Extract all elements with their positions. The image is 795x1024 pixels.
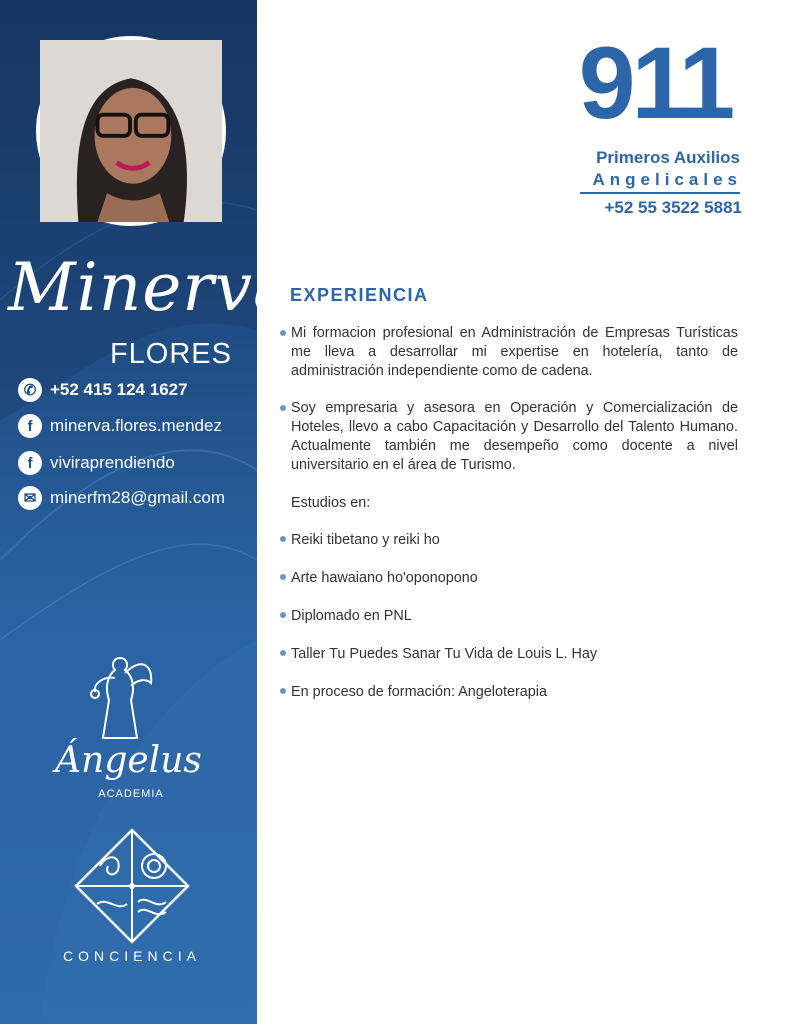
conciencia-text: CONCIENCIA (63, 948, 201, 964)
service-divider (580, 192, 740, 194)
bullet-icon (280, 574, 286, 580)
bullet-icon (280, 650, 286, 656)
contact-phone[interactable] (18, 378, 188, 402)
bullet-icon (280, 330, 286, 336)
service-title: Primeros Auxilios (596, 148, 740, 167)
contact-email[interactable] (18, 486, 225, 510)
study-item-2: Arte hawaiano ho'oponopono (291, 570, 478, 586)
last-name: FLORES (109, 338, 232, 370)
contact-facebook-1-value: minerva.flores.mendez (50, 416, 222, 435)
contact-phone-value: +52 415 124 1627 (50, 380, 188, 399)
service-subtitle: Angelicales (592, 170, 742, 189)
studies-label: Estudios en: (291, 495, 371, 511)
study-item-4: Taller Tu Puedes Sanar Tu Vida de Louis L. Hay (291, 646, 598, 662)
contact-email-value: minerfm28@gmail.com (50, 488, 226, 507)
facebook-icon: f (18, 451, 42, 475)
facebook-icon: f (18, 414, 42, 438)
study-item-5: En proceso de formación: Angeloterapia (291, 684, 547, 700)
bullet-icon (280, 536, 286, 542)
sidebar (0, 0, 294, 1024)
service-phone[interactable]: +52 55 3522 5881 (604, 198, 742, 217)
experience-paragraph-1: Mi formacion profesional en Administración de Empresas Turísticas me lleva a desarrollar mi expertise en hotelería, tanto de administración independiente como de cadena. (291, 325, 738, 379)
study-item-3: Diplomado en PNL (291, 608, 412, 624)
emergency-number: 911 (578, 26, 732, 140)
academy-logo-subtext: ACADEMIA (98, 788, 164, 800)
bullet-icon (280, 405, 286, 411)
mail-icon: ✉ (18, 486, 42, 510)
conciencia-emblem-icon (72, 826, 192, 946)
academy-logo-text: Ángelus (55, 740, 202, 781)
whatsapp-icon: ✆ (18, 378, 42, 402)
contact-facebook-1[interactable] (18, 414, 222, 438)
experience-paragraph-2: Soy empresaria y asesora en Operación y Comercialización de Hoteles, llevo a cabo Capacitación y Desarrollo del Talento Humano. Actualmente también me desempeño como docente a nivel universitario en el área de Turismo. (291, 400, 738, 473)
contact-facebook-2[interactable] (18, 451, 175, 475)
first-name: Minerva (8, 249, 294, 326)
study-item-1: Reiki tibetano y reiki ho (291, 532, 440, 548)
bullet-icon (280, 612, 286, 618)
angel-logo (85, 648, 155, 743)
bullet-icon (280, 688, 286, 694)
contact-facebook-2-value: viviraprendiendo (50, 453, 175, 472)
experience-heading: EXPERIENCIA (290, 285, 429, 305)
profile-photo (36, 36, 226, 226)
